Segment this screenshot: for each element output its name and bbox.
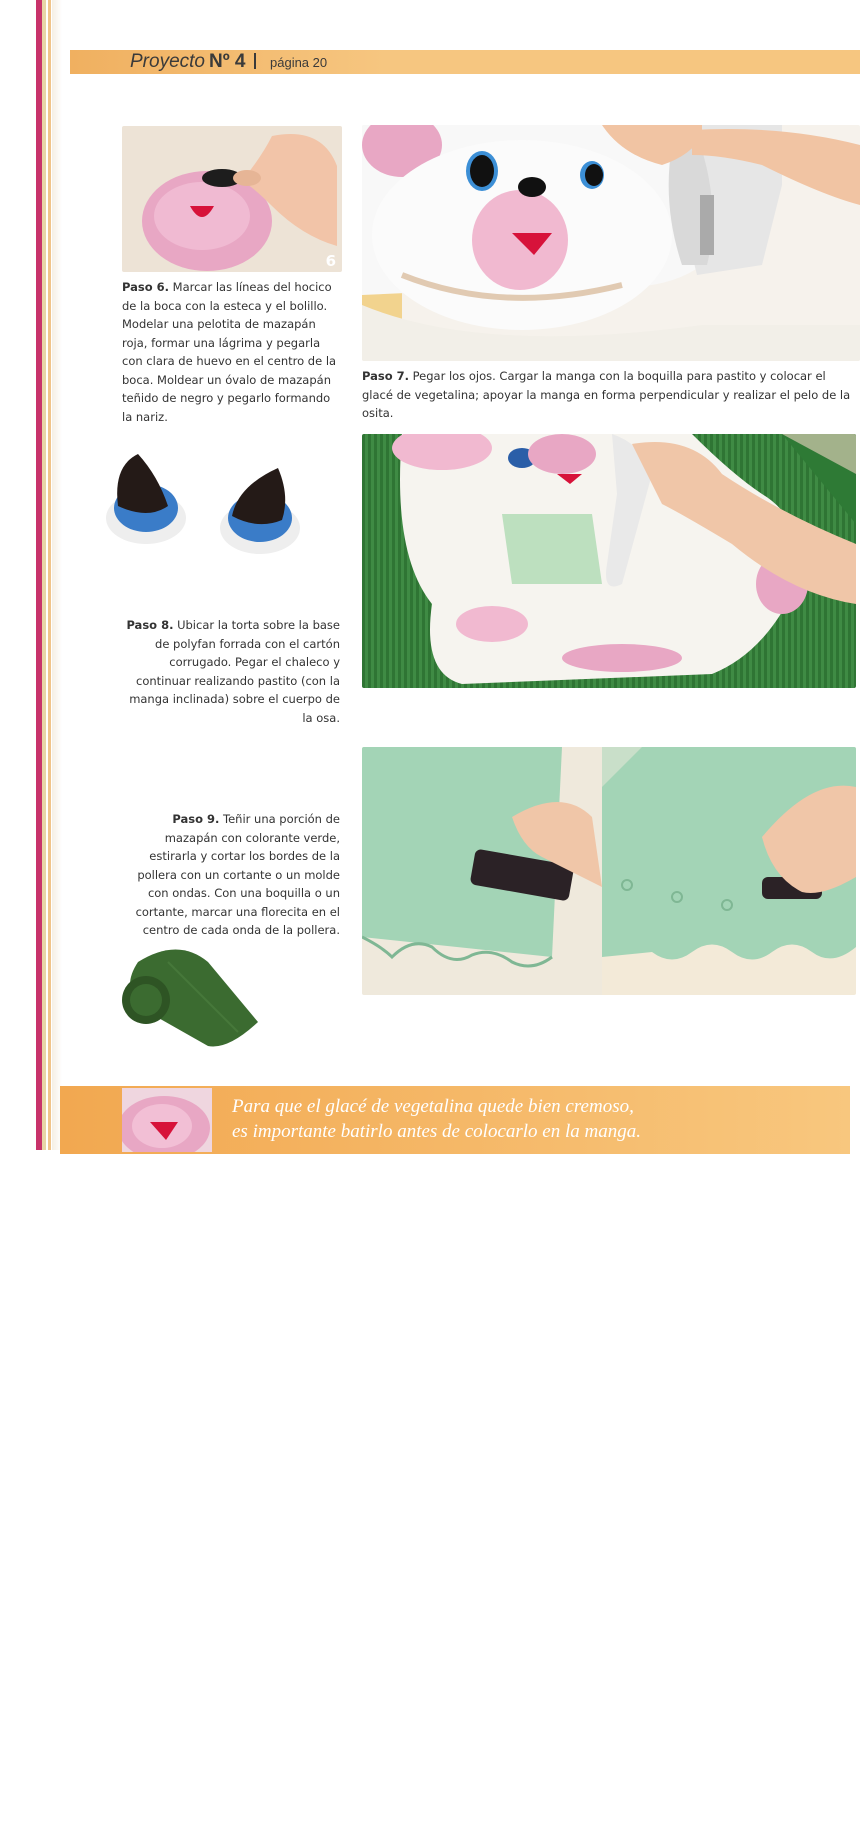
step7-title: Paso 7. bbox=[362, 369, 409, 383]
step8-title: Paso 8. bbox=[126, 618, 174, 632]
step8-photo bbox=[362, 434, 856, 688]
tip-text: Para que el glacé de vegetalina quede bien cremoso, es importante batirlo antes de colocarlo en la manga. bbox=[232, 1096, 641, 1142]
project-label: Proyecto bbox=[130, 51, 205, 72]
step8-text: Ubicar la torta sobre la base de polyfan forrada con el cartón corrugado. Pegar el chaleco y continuar realizando pastito (con la manga inclinada) sobre el cuerpo de la osa. bbox=[129, 618, 340, 725]
step9-text: Teñir una porción de mazapán con colorante verde, estirarla y cortar los bordes de la pollera con un cortante o un molde con ondas. Con una boquilla o un cortante, marcar una florecita en el centro de cada onda de la pollera. bbox=[135, 812, 340, 937]
step6-badge: 6 bbox=[325, 252, 336, 270]
step7-photo bbox=[362, 125, 860, 361]
header-bar bbox=[70, 50, 860, 74]
step7-text: Pegar los ojos. Cargar la manga con la boquilla para pastito y colocar el glacé de vegetalina; apoyar la manga en forma perpendicular y realizar el pelo de la osita. bbox=[362, 369, 851, 420]
ribbon-photo bbox=[108, 942, 268, 1052]
step8-caption bbox=[122, 616, 340, 727]
step9-title: Paso 9. bbox=[172, 812, 220, 826]
step6-title: Paso 6. bbox=[122, 280, 169, 294]
step9-photo bbox=[362, 747, 856, 995]
tip-thumbnail bbox=[122, 1088, 212, 1152]
step6-text: Marcar las líneas del hocico de la boca con la esteca y el bolillo. Modelar una pelotita de mazapán roja, formar una lágrima y pegarla con clara de huevo en el centro de la boca. Moldear un óvalo de mazapán teñido de negro y pegarlo formando la nariz. bbox=[122, 280, 337, 424]
eyes-photo bbox=[98, 446, 308, 558]
step6-photo bbox=[122, 126, 342, 272]
project-number: Nº 4 bbox=[208, 51, 246, 72]
project-title bbox=[130, 50, 246, 74]
tip-bar bbox=[60, 1086, 850, 1154]
header-separator bbox=[254, 53, 256, 69]
step7-caption bbox=[362, 367, 856, 423]
page-label: página 20 bbox=[270, 55, 328, 70]
page-binding bbox=[36, 0, 62, 1150]
step6-caption bbox=[122, 278, 340, 426]
step9-caption bbox=[122, 810, 340, 940]
